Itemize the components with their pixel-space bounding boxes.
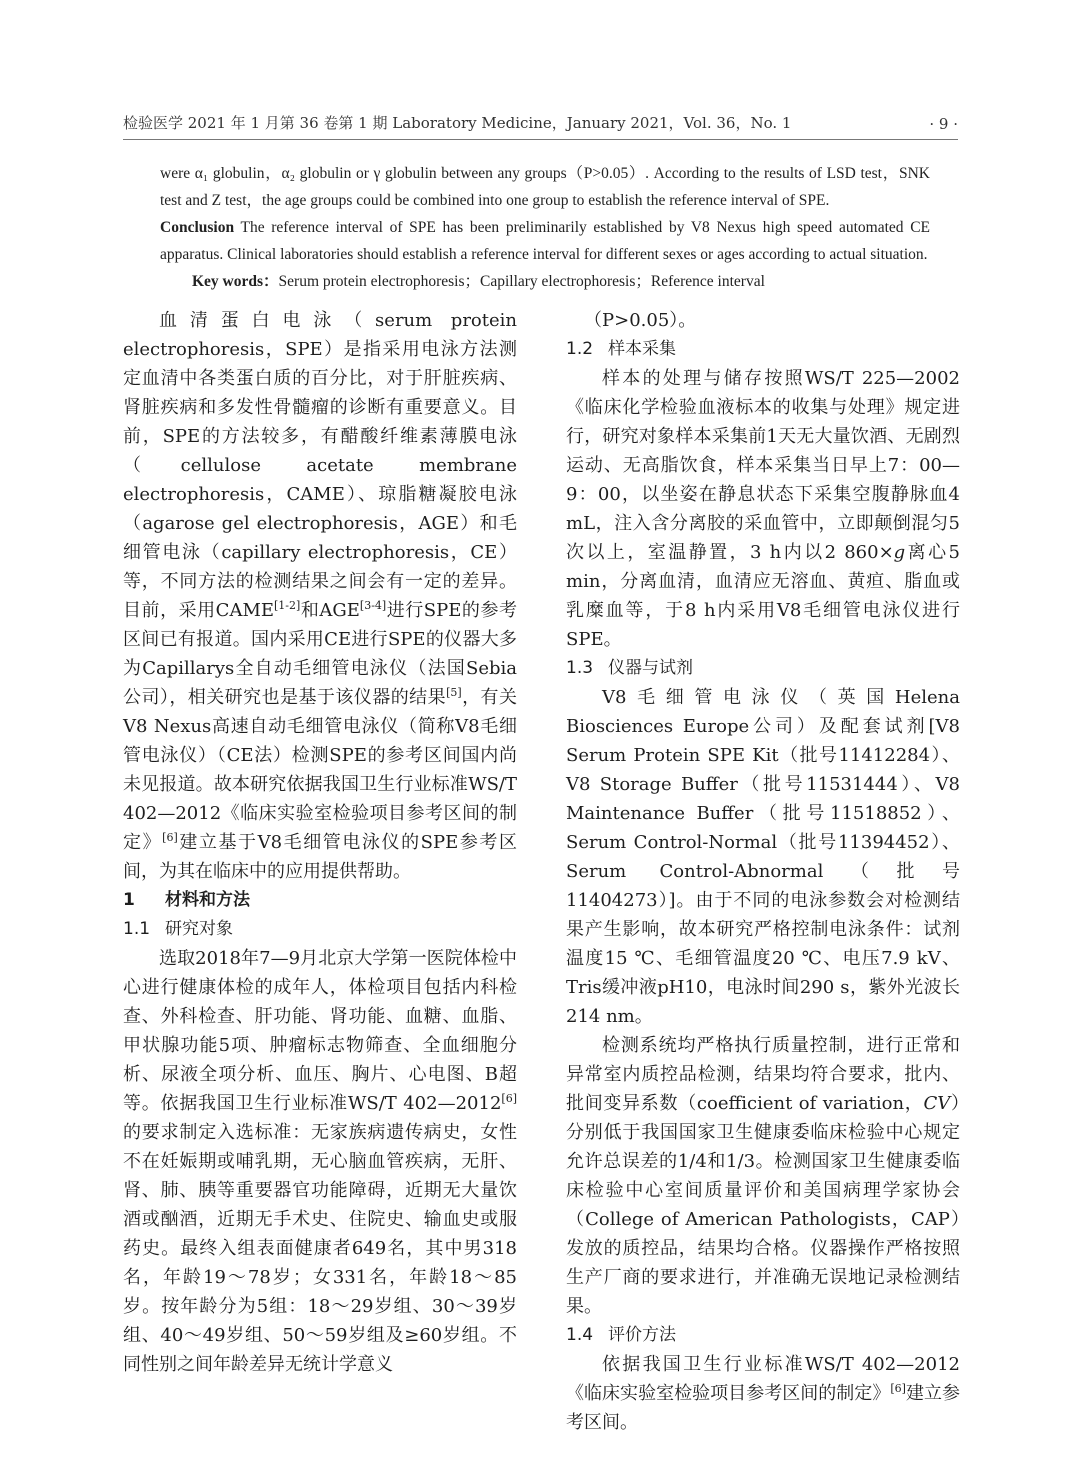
journal-info: 检验医学 2021 年 1 月第 36 卷第 1 期 Laboratory Medicine，January 2021，Vol. 36，No. 1 [123, 114, 792, 132]
conclusion-label: Conclusion [160, 219, 235, 236]
section-title: 样本采集 [608, 339, 676, 359]
subjects-text-a: 选取2018年7—9月北京大学第一医院体检中心进行健康体检的成年人，体检项目包括内科检查、外科检查、肝功能、肾功能、血糖、血脂、甲状腺功能5项、肿瘤标志物筛查、全血细胞分析、尿液全项分析、血压、胸片、心电图、B超等。依据我国卫生行业标准WS/T 402—2012 [123, 948, 517, 1114]
intro-paragraph [123, 306, 517, 886]
intro-text-a: 血清蛋白电泳（serum protein electrophoresis，SPE）是指采用电泳方法测定血清中各类蛋白质的百分比，对于肝脏疾病、肾脏疾病和多发性骨髓瘤的诊断有重要意义。目前，SPE的方法较多，有醋酸纤维素薄膜电泳（cellulose acetate membrane electrophoresis，CAME）、琼脂糖凝胶电泳（agarose gel electrophoresis，AGE）和毛细管电泳（capillary electrophoresis，CE）等，不同方法的检测结果之间会有一定的差异。目前，采用CAME [123, 310, 517, 621]
continuation-text: （P>0.05）。 [584, 310, 697, 331]
section-number: 1.1 [123, 919, 151, 939]
section-number: 1.2 [566, 339, 594, 359]
section-heading-1-1 [123, 915, 517, 944]
intro-text-b: 和AGE [300, 600, 360, 621]
right-column [566, 306, 960, 1437]
page-number: · 9 · [929, 115, 958, 133]
subjects-text-b: 的要求制定入选标准：无家族病遗传病史，女性不在妊娠期或哺乳期，无心脑血管疾病，无肝、肾、肺、胰等重要器官功能障碍，近期无大量饮酒或酗酒，近期无手术史、住院史、输血史或服药史。最终入组表面健康者649名，其中男318名，年龄19～78岁；女331名，年龄18～85岁。按年龄分为5组：18～29岁组、30～39岁组、40～49岁组、50～59岁组及≥60岁组。不同性别之间年龄差异无统计学意义 [123, 1122, 517, 1375]
citation: [1-2] [274, 599, 301, 612]
qc-paragraph [566, 1031, 960, 1321]
sampling-text-b: 离心5 min，分离血清，血清应无溶血、黄疸、脂血或乳糜血等，于8 h内采用V8毛细管电泳仪进行SPE。 [566, 542, 961, 650]
section-heading-1-3 [566, 654, 960, 683]
section-number: 1.3 [566, 658, 594, 678]
evaluation-paragraph [566, 1350, 960, 1437]
section-title: 研究对象 [165, 919, 233, 939]
section-heading-1-4 [566, 1321, 960, 1350]
citation: [6] [162, 831, 178, 844]
sampling-text-a: 样本的处理与储存按照WS/T 225—2002《临床化学检验血液标本的收集与处理》规定进行，研究对象样本采集前1天无大量饮酒、无剧烈运动、无高脂饮食，样本采集当日早上7：00—9：00，以坐姿在静息状态下采集空腹静脉血4 mL，注入含分离胶的采血管中，立即颠倒混匀5次以上，室温静置，3 h内以2 860× [566, 368, 960, 563]
section-title: 材料和方法 [165, 890, 250, 910]
abstract-tail [160, 160, 930, 295]
qc-text-b: ）分别低于我国国家卫生健康委临床检验中心规定允许总误差的1/4和1/3。检测国家卫生健康委临床检验中心室间质量评价和美国病理学家协会（College of American Pathologists，CAP）发放的质控品，结果均合格。仪器操作严格按照生产厂商的要求进行，并准确无误地记录检测结果。 [566, 1093, 960, 1317]
intro-text-c: 进行SPE的参考区间已有报道。国内采用CE进行SPE的仪器大多为Capillarys全自动毛细管电泳仪（法国Sebia公司），相关研究也是基于该仪器的结果 [123, 600, 517, 708]
qc-text-a: 检测系统均严格执行质量控制，进行正常和异常室内质控品检测，结果均符合要求，批内、批间变异系数（coefficient of variation， [566, 1035, 960, 1114]
section-title: 评价方法 [608, 1325, 676, 1345]
g-unit: g [893, 542, 906, 563]
keywords [160, 268, 930, 295]
section-heading-1-2 [566, 335, 960, 364]
section-number: 1.4 [566, 1325, 594, 1345]
running-header [123, 112, 958, 140]
citation: [6] [501, 1092, 517, 1105]
instrument-paragraph: V8毛细管电泳仪（英国Helena Biosciences Europe公司）及配套试剂[V8 Serum Protein SPE Kit（批号11412284）、V8 Storage Buffer（批号11531444）、V8 Maintenance Buffer（批号11518852）、Serum Control-Normal（批号11394452）、Serum Control-Abnormal（批号11404273）]。由于不同的电泳参数会对检测结果产生影响，故本研究严格控制电泳条件：试剂温度15 ℃、毛细管温度20 ℃、电压7.9 kV、Tris缓冲液pH10，电泳时间290 s，紫外光波长214 nm。 [566, 687, 960, 1027]
section-heading-1 [123, 886, 517, 915]
citation: [3-4] [359, 599, 387, 612]
section-title: 仪器与试剂 [608, 658, 693, 678]
keywords-text: Serum protein electrophoresis；Capillary electrophoresis；Reference interval [278, 273, 765, 290]
left-column [123, 306, 517, 1379]
intro-text-d: ，有关V8 Nexus高速自动毛细管电泳仪（简称V8毛细管电泳仪）（CE法）检测SPE的参考区间国内尚未见报道。故本研究依据我国卫生行业标准WS/T 402—2012《临床实验室检验项目参考区间的制定》 [123, 687, 517, 853]
abstract-conclusion [160, 214, 930, 268]
citation: [6] [890, 1382, 906, 1395]
sampling-paragraph [566, 364, 960, 654]
conclusion-text: The reference interval of SPE has been preliminarily established by V8 Nexus high speed automated CE apparatus. Clinical laboratories should establish a reference interval for different sexes or ages according to actual situation. [160, 219, 930, 263]
subjects-paragraph [123, 944, 517, 1379]
citation: [5] [446, 686, 462, 699]
intro-text-e: 建立基于V8毛细管电泳仪的SPE参考区间，为其在临床中的应用提供帮助。 [123, 832, 517, 882]
evaluation-text-b: 建立参考区间。 [566, 1383, 961, 1433]
section-number: 1 [123, 890, 135, 910]
evaluation-text-a: 依据我国卫生行业标准WS/T 402—2012《临床实验室检验项目参考区间的制定》 [566, 1354, 960, 1404]
abstract-results-end: were α₁ globulin，α₂ globulin or γ globulin between any groups（P>0.05）. According to the results of LSD test，SNK test and Z test，the age groups could be combined into one group to establish the reference interval of SPE. [160, 165, 930, 209]
cv-abbrev: CV [923, 1093, 951, 1114]
keywords-label: Key words： [192, 273, 279, 290]
